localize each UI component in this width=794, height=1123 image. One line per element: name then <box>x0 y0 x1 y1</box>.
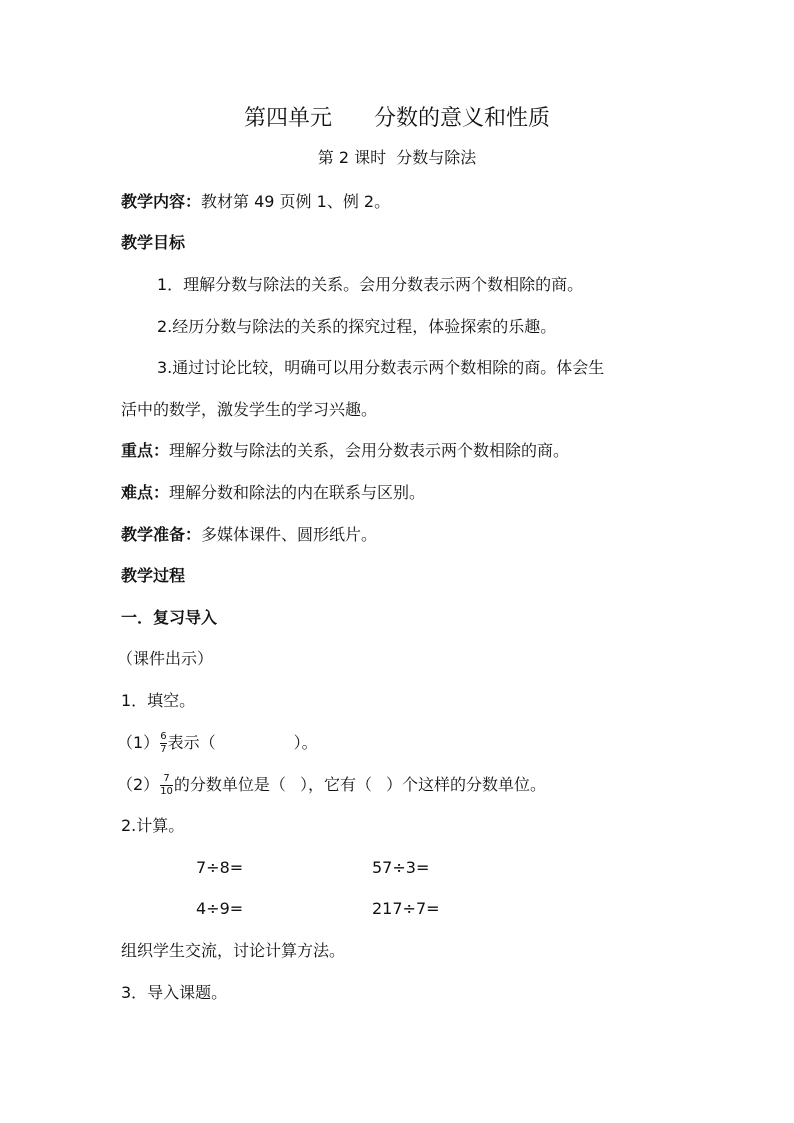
question-3: 3．导入课题。 <box>121 983 228 1002</box>
q1-2-text-2: ），它有（ <box>299 775 372 794</box>
fraction-numerator: 7 <box>163 773 170 784</box>
calc-item-1: 7÷8= <box>196 858 244 877</box>
goals-heading: 教学目标 <box>121 233 186 252</box>
goal-item-2: 2.经历分数与除法的关系的探究过程，体验探索的乐趣。 <box>157 317 557 336</box>
question-1-1 <box>117 732 318 755</box>
q1-2-text-1: 的分数单位是（ <box>173 775 286 794</box>
fraction-denominator: 7 <box>160 744 167 755</box>
section1-heading: 一．复习导入 <box>121 608 218 627</box>
goal-item-3: 3.通过讨论比较，明确可以用分数表示两个数相除的商。体会生 <box>157 358 605 377</box>
fraction-denominator: 10 <box>160 786 173 797</box>
fraction-numerator: 6 <box>160 731 167 742</box>
question-2: 2.计算。 <box>121 816 185 835</box>
lesson-subtitle: 第 2 课时 分数与除法 <box>317 148 477 167</box>
teaching-content-text: 教材第 49 页例 1、例 2。 <box>201 192 391 211</box>
q1-2-prefix: （2） <box>117 775 160 794</box>
question-1-2 <box>117 774 546 797</box>
q1-1-prefix: （1） <box>117 733 160 752</box>
goal-item-3-continued: 活中的数学，激发学生的学习兴趣。 <box>121 400 378 419</box>
difficulty-label: 难点： <box>121 483 170 502</box>
fraction-six-sevenths <box>160 732 166 755</box>
discussion-note: 组织学生交流，讨论计算方法。 <box>121 941 346 960</box>
q1-1-text: 表示（ <box>167 733 216 752</box>
preparation <box>121 525 377 545</box>
teaching-content-label: 教学内容： <box>121 192 202 211</box>
key-point <box>121 441 569 461</box>
calc-item-2: 57÷3= <box>372 858 430 877</box>
key-point-text: 理解分数与除法的关系，会用分数表示两个数相除的商。 <box>169 441 570 460</box>
goal-item-1: 1．理解分数与除法的关系。会用分数表示两个数相除的商。 <box>157 275 584 294</box>
process-heading: 教学过程 <box>121 566 186 585</box>
preparation-text: 多媒体课件、圆形纸片。 <box>201 525 378 544</box>
calc-item-4: 217÷7= <box>372 899 440 918</box>
q1-1-close: ）。 <box>293 733 318 752</box>
courseware-note: （课件出示） <box>117 649 214 668</box>
difficulty <box>121 483 425 503</box>
unit-title: 第四单元 分数的意义和性质 <box>244 106 550 131</box>
fraction-seven-tenths <box>160 774 173 797</box>
calc-item-3: 4÷9= <box>196 899 244 918</box>
difficulty-text: 理解分数和除法的内在联系与区别。 <box>169 483 426 502</box>
teaching-content <box>121 192 390 212</box>
preparation-label: 教学准备： <box>121 525 202 544</box>
key-point-label: 重点： <box>121 441 170 460</box>
question-1: 1．填空。 <box>121 691 196 710</box>
q1-2-text-3: ）个这样的分数单位。 <box>385 775 546 794</box>
